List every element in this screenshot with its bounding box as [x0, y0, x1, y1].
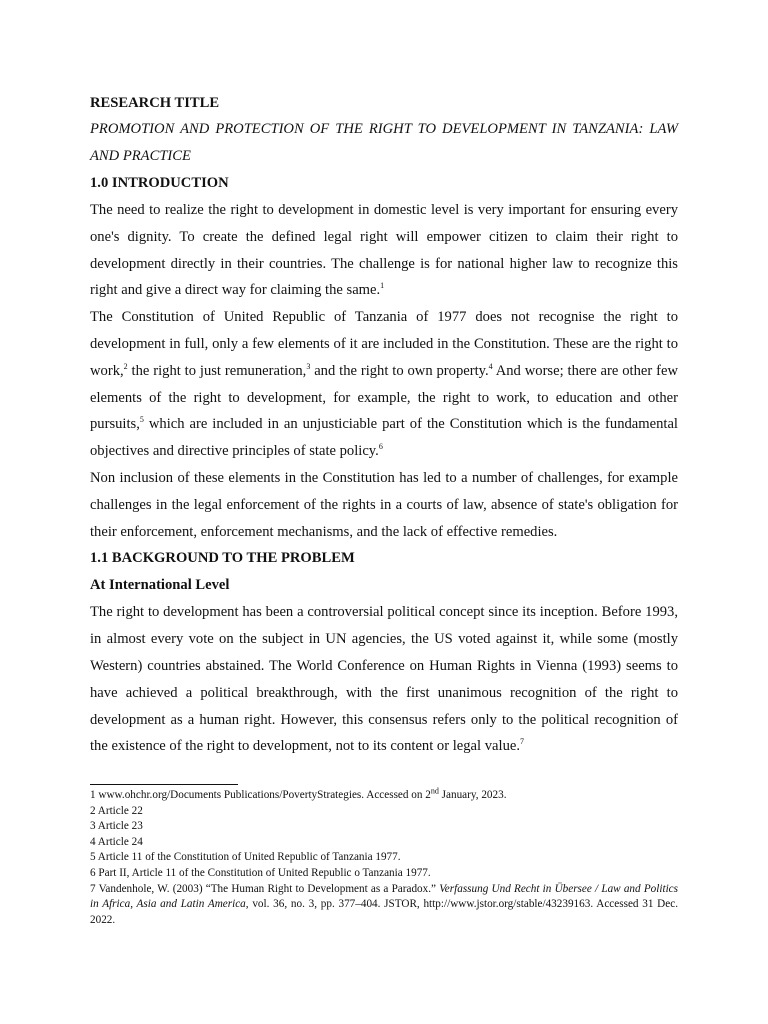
research-title-label: RESEARCH TITLE	[90, 95, 220, 111]
footnote-2: 2 Article 22	[90, 804, 143, 817]
intro-paragraph-1	[90, 197, 678, 304]
intro-p2-part1: The Constitution of United Republic of Tanzania of 1977 does not recognise the right to development in full, only a few elements of it are included in the Constitution. These are the right to work,	[90, 309, 678, 379]
footnotes-section	[90, 788, 678, 928]
footnote-1	[90, 788, 678, 804]
footnote-4: 4 Article 24	[90, 835, 143, 848]
footnote-7	[90, 882, 678, 929]
footnote-ref-2: 2	[123, 361, 128, 371]
footnote-7-post: , vol. 36, no. 3, pp. 377–404. JSTOR, http://www.jstor.org/stable/43239163. Accessed 31 Dec. 2022.	[90, 898, 678, 926]
footnote-ref-3: 3	[306, 361, 311, 371]
footnote-ref-6: 6	[378, 442, 383, 452]
intro-p2-part5: which are included in an unjusticiable part of the Constitution which is the fundamental objectives and directive principles of state policy.	[90, 416, 678, 460]
background-p1-text: The right to development has been a controversial political concept since its inception. Before 1993, in almost every vote on the subject in UN agencies, the US voted against it, while some (mostly Western) countries abstained. The World Conference on Human Rights in Vienna (1993) seems to have achieved a political breakthrough, with the first unanimous recognition of the right to development as a human right. However, this consensus refers only to the political recognition of the existence of the right to development, not to its content or legal value.	[90, 604, 678, 755]
background-heading: 1.1 BACKGROUND TO THE PROBLEM	[90, 550, 355, 567]
footnote-ref-1: 1	[380, 281, 385, 291]
footnote-1-text: 1 www.ohchr.org/Documents Publications/PovertyStrategies. Accessed on 2	[90, 789, 431, 801]
intro-p1-text: The need to realize the right to development in domestic level is very important for ensuring every one's dignity. To create the defined legal right will empower citizen to claim their right to development directly in their countries. The challenge is for national higher law to recognize this right and give a direct way for claiming the same.	[90, 202, 678, 299]
research-title: PROMOTION AND PROTECTION OF THE RIGHT TO DEVELOPMENT IN TANZANIA: LAW AND PRACTICE	[90, 121, 678, 164]
intro-p2-part4: And worse; there are other few elements of the right to development, for example, the right to work, to education and other pursuits,	[90, 362, 678, 433]
footnote-ref-4: 4	[488, 361, 493, 371]
intro-paragraph-2	[90, 304, 678, 465]
footnote-separator	[90, 784, 238, 785]
background-subheading: At International Level	[90, 577, 230, 594]
footnote-ref-7: 7	[520, 737, 524, 747]
footnote-7-pre: 7 Vandenhole, W. (2003) “The Human Right to Development as a Paradox.”	[90, 882, 440, 895]
footnote-6: 6 Part II, Article 11 of the Constitution of United Republic o Tanzania 1977.	[90, 866, 431, 879]
intro-paragraph-3: Non inclusion of these elements in the Constitution has led to a number of challenges, for example challenges in the legal enforcement of the rights in a courts of law, absence of state's obligation for their enforcement, enforcement mechanisms, and the lack of effective remedies.	[90, 469, 678, 540]
background-paragraph-1	[90, 599, 678, 760]
introduction-heading: 1.0 INTRODUCTION	[90, 175, 229, 191]
footnote-7-journal: Verfassung Und Recht in Übersee / Law and Politics in Africa, Asia and Latin America	[90, 882, 678, 911]
footnote-5: 5 Article 11 of the Constitution of United Republic of Tanzania 1977.	[90, 851, 401, 864]
document-body	[90, 90, 678, 760]
intro-p2-part2: the right to just remuneration,	[127, 362, 307, 379]
footnote-3: 3 Article 23	[90, 820, 143, 833]
footnote-ref-5: 5	[139, 415, 144, 425]
intro-p2-part3: and the right to own property.	[310, 362, 489, 379]
footnote-1-tail: January, 2023.	[438, 789, 507, 801]
footnote-1-ordinal: nd	[430, 786, 439, 796]
